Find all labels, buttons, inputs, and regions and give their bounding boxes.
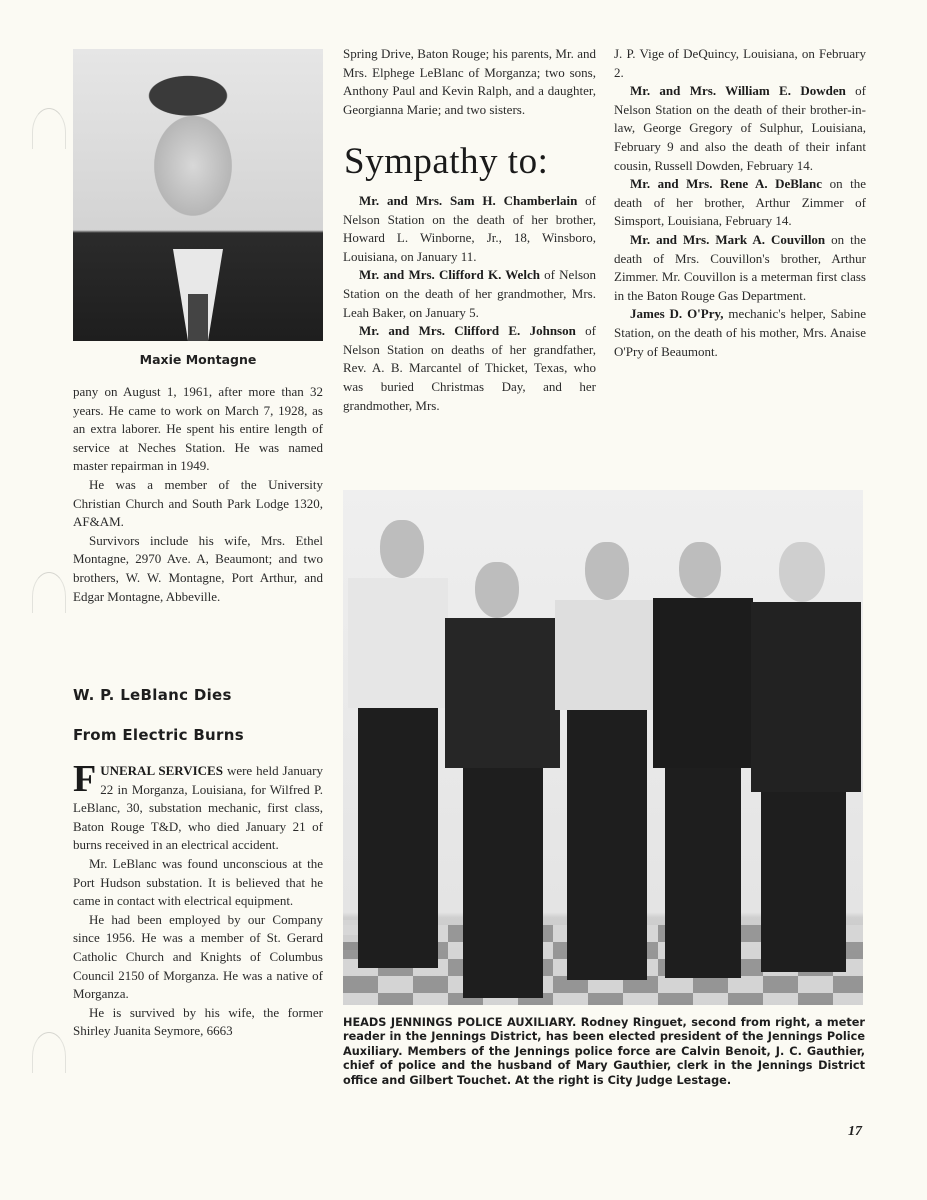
sympathy-entry: [614, 305, 866, 361]
montagne-article: [73, 383, 323, 606]
sympathy-text: of Nelson Station on the death of their brother-in-law, George Gregory of Sulphur, Louisiana, February 9 and also the death of their infant cousin, Russell Dowden, February 14.: [614, 83, 866, 173]
leblanc-headline-line2: From Electric Burns: [73, 726, 244, 744]
montagne-paragraph: pany on August 1, 1961, after more than 32 years. He came to work on March 7, 1928, as an extra laborer. He spent his entire length of service at Neches Station. He was named master repairman in 1949.: [73, 384, 323, 474]
sympathy-name: Mr. and Mrs. Mark A. Couvillon: [630, 231, 826, 247]
sympathy-column-1: [343, 192, 596, 415]
leblanc-paragraph: Mr. LeBlanc was found unconscious at the Port Hudson substation. It is believed that he came in contact with electrical equipment.: [73, 855, 323, 909]
sympathy-column-2: [614, 45, 866, 361]
sympathy-text: J. P. Vige of DeQuincy, Louisiana, on February 2.: [614, 46, 866, 80]
sympathy-entry: [343, 266, 596, 322]
montagne-paragraph: Survivors include his wife, Mrs. Ethel Montagne, 2970 Ave. A, Beaumont; and two brothers, W. W. Montagne, Port Arthur, and Edgar Montagne, Abbeville.: [73, 532, 323, 604]
sympathy-name: Mr. and Mrs. Sam H. Chamberlain: [359, 193, 578, 208]
leblanc-headline-line1: W. P. LeBlanc Dies: [73, 686, 232, 704]
sympathy-text: on the death of Mrs. Couvillon's brother, Arthur Zimmer. Mr. Couvillon is a meterman first class in the Baton Rouge Gas Department.: [614, 231, 867, 303]
leblanc-article-continued: [343, 45, 596, 119]
sympathy-entry: [614, 231, 866, 305]
leblanc-paragraph: He had been employed by our Company since 1956. He was a member of St. Gerard Catholic Church and Knights of Columbus Council 2150 of Morganza. He was a native of Morganza.: [73, 911, 323, 1002]
group-photo-caption: [343, 1016, 865, 1088]
portrait-photo-maxie-montagne: [73, 49, 323, 341]
drop-cap: F: [73, 758, 97, 800]
group-photo-jennings-police: [343, 490, 863, 1005]
sympathy-name: Mr. and Mrs. Rene A. DeBlanc: [630, 176, 823, 192]
binder-hole-bottom: [32, 1032, 66, 1073]
sympathy-entry: [614, 175, 866, 231]
sympathy-entry-continued: [614, 45, 866, 82]
leblanc-article: [73, 758, 323, 1041]
sympathy-text: of Nelson Station on deaths of her grandfather, Rev. A. B. Marcantel of Thicket, Texas, who was buried Christmas Day, and her grandmother, Mrs.: [343, 323, 596, 413]
sympathy-name: James D. O'Pry,: [630, 306, 724, 322]
sympathy-name: Mr. and Mrs. Clifford K. Welch: [359, 267, 540, 283]
sympathy-name: Mr. and Mrs. Clifford E. Johnson: [359, 323, 576, 339]
page-number: 17: [848, 1124, 862, 1139]
sympathy-heading: Sympathy to:: [344, 141, 549, 182]
sympathy-text: on the death of her brother, Arthur Zimmer of Simsport, Louisiana, February 14.: [614, 176, 866, 229]
sympathy-entry: [343, 192, 596, 266]
leblanc-first-paragraph: [73, 758, 323, 855]
caption-lead: HEADS JENNINGS POLICE AUXILIARY.: [343, 1016, 577, 1029]
sympathy-entry: [614, 82, 866, 175]
first-paragraph-rest: were held January 22 in Morganza, Louisiana, for Wilfred P. LeBlanc, 30, substation mechanic, first class, Baton Rouge T&D, who died January 21 of burns received in an electrical accident.: [73, 763, 323, 853]
caption-text: Rodney Ringuet, second from right, a meter reader in the Jennings District, has been elected president of the Jennings Police Auxiliary. Members of the Jennings police force are Calvin Benoit, J. C. Gauthier, chief of police and the husband of Mary Gauthier, clerk in the Jennings District office and Gilbert Touchet. At the right is City Judge Lestage.: [343, 1016, 865, 1087]
sympathy-text: of Nelson Station on the death of her brother, Howard L. Winborne, Jr., 18, Winsboro, Louisiana, on January 11.: [343, 193, 596, 264]
lead-caps: UNERAL SERVICES: [100, 763, 223, 778]
portrait-caption: Maxie Montagne: [139, 352, 257, 367]
sympathy-name: Mr. and Mrs. William E. Dowden: [630, 83, 846, 99]
leblanc-continued-paragraph: Spring Drive, Baton Rouge; his parents, Mr. and Mrs. Elphege LeBlanc of Morganza; two sons, Anthony Paul and Kevin Ralph, and a daughter, Georgianna Marie; and two sisters.: [343, 46, 596, 117]
sympathy-text: of Nelson Station on the death of her grandmother, Mrs. Leah Baker, on January 5.: [343, 267, 596, 320]
montagne-paragraph: He was a member of the University Christian Church and South Park Lodge 1320, AF&AM.: [73, 476, 323, 530]
binder-hole-middle: [32, 572, 66, 613]
sympathy-text: mechanic's helper, Sabine Station, on the death of his mother, Mrs. Anaise O'Pry of Beaumont.: [614, 306, 866, 359]
leblanc-paragraph: He is survived by his wife, the former Shirley Juanita Seymore, 6663: [73, 1004, 323, 1039]
sympathy-entry: [343, 322, 596, 415]
binder-hole-top: [32, 108, 66, 149]
portrait-tie: [188, 294, 208, 341]
